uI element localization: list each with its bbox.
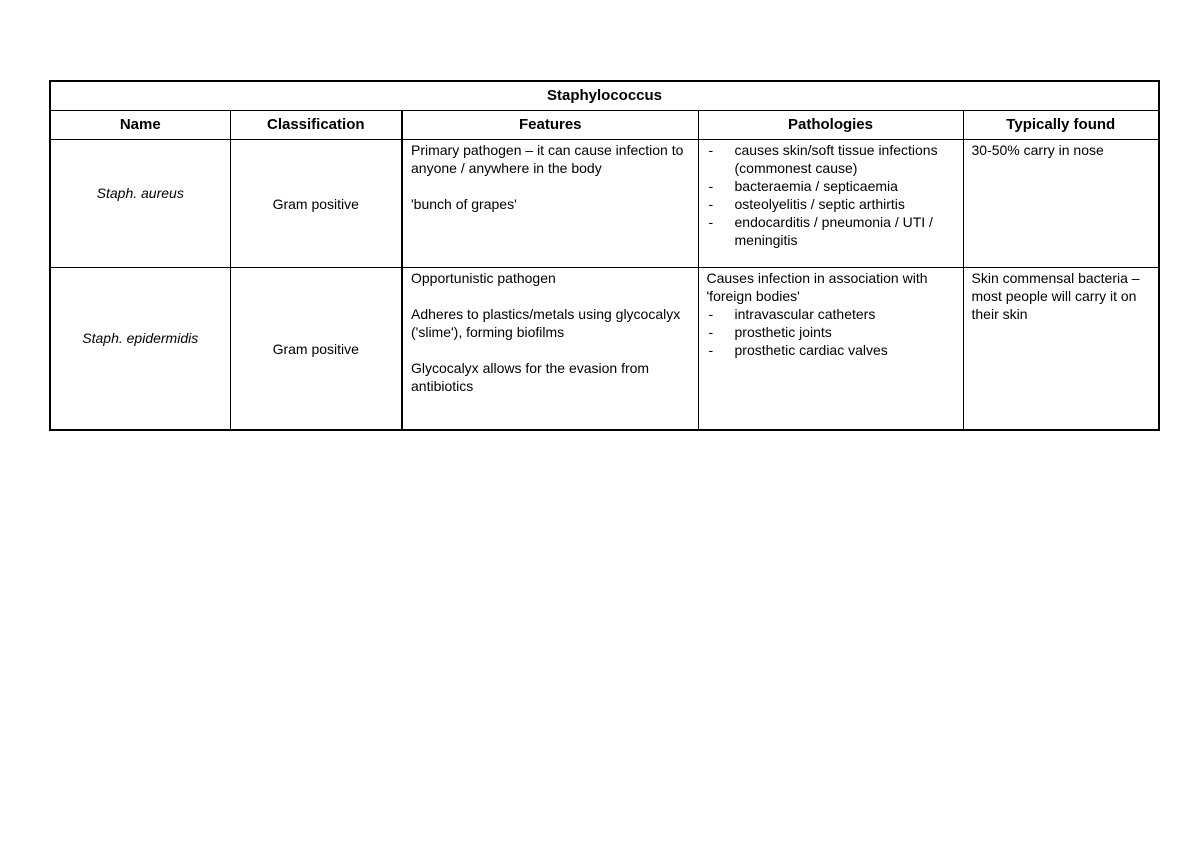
feature-text: Opportunistic pathogen: [411, 270, 556, 286]
list-item: [709, 213, 955, 249]
table-title: Staphylococcus: [50, 81, 1159, 111]
list-item: [709, 323, 955, 341]
bullet-dash: -: [708, 178, 714, 194]
pathology-text: bacteraemia / septicaemia: [734, 178, 898, 194]
feature-text: 'bunch of grapes': [411, 196, 517, 212]
feature-text: Glycocalyx allows for the evasion from antibiotics: [411, 360, 650, 394]
table-row: [50, 140, 1159, 268]
organism-name: Staph. aureus: [96, 184, 184, 201]
header-typically-found: Typically found: [963, 111, 1159, 140]
pathology-text: causes skin/soft tissue infections (commonest cause): [734, 142, 938, 176]
feature-text: Primary pathogen – it can cause infection to anyone / anywhere in the body: [411, 142, 684, 176]
list-item: [709, 141, 955, 177]
header-name: Name: [50, 111, 230, 140]
table-title-row: [50, 81, 1159, 111]
bullet-dash: -: [708, 214, 714, 230]
pathology-list: [699, 305, 955, 359]
pathology-list: [699, 141, 955, 249]
table-row: [50, 268, 1159, 431]
cell-name: [50, 140, 230, 268]
cell-typically-found: [963, 140, 1159, 268]
cell-pathologies: [698, 140, 963, 268]
bullet-dash: -: [708, 142, 714, 158]
table-header-row: [50, 111, 1159, 140]
classification-text: Gram positive: [272, 340, 359, 357]
cell-features: [402, 140, 698, 268]
bullet-dash: -: [708, 196, 714, 212]
feature-text: Adheres to plastics/metals using glycocalyx ('slime'), forming biofilms: [411, 306, 681, 340]
list-item: [709, 305, 955, 323]
list-item: [709, 177, 955, 195]
bullet-dash: -: [708, 324, 714, 340]
pathology-text: prosthetic cardiac valves: [734, 342, 888, 358]
typically-found-text: Skin commensal bacteria – most people will carry it on their skin: [971, 270, 1140, 322]
cell-name: [50, 268, 230, 431]
cell-classification: [230, 268, 402, 431]
organism-name: Staph. epidermidis: [82, 329, 199, 346]
bullet-dash: -: [708, 306, 714, 322]
bullet-dash: -: [708, 342, 714, 358]
pathology-text: prosthetic joints: [734, 324, 832, 340]
pathology-text: endocarditis / pneumonia / UTI / meningitis: [734, 214, 933, 248]
list-item: [709, 195, 955, 213]
header-classification: Classification: [230, 111, 402, 140]
header-features: Features: [402, 111, 698, 140]
pathology-intro: Causes infection in association with 'foreign bodies': [706, 270, 928, 304]
header-pathologies: Pathologies: [698, 111, 963, 140]
list-item: [709, 341, 955, 359]
staphylococcus-table: [49, 80, 1160, 431]
cell-pathologies: [698, 268, 963, 431]
pathology-text: osteolyelitis / septic arthirtis: [734, 196, 905, 212]
cell-features: [402, 268, 698, 431]
cell-typically-found: [963, 268, 1159, 431]
pathology-text: intravascular catheters: [734, 306, 876, 322]
typically-found-text: 30-50% carry in nose: [971, 142, 1104, 158]
classification-text: Gram positive: [272, 195, 359, 212]
cell-classification: [230, 140, 402, 268]
